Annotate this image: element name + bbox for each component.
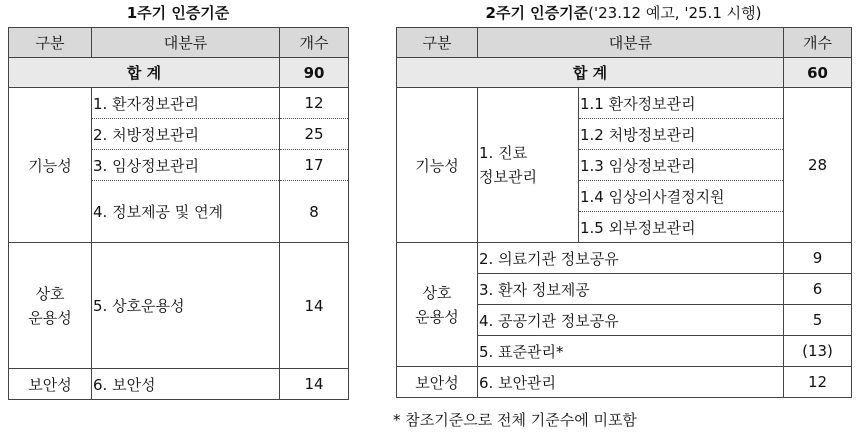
right-header-major: 대분류 <box>478 28 784 58</box>
left-table <box>8 27 349 400</box>
left-header-row <box>9 28 349 58</box>
right-interop-label: 상호 운용성 <box>397 243 478 367</box>
right-group1-name: 1. 진료 정보관리 <box>478 88 579 243</box>
right-sub-item: 1.5 외부정보관리 <box>579 212 784 243</box>
table-row <box>9 369 349 400</box>
table-row <box>397 88 852 119</box>
right-func-label: 기능성 <box>397 88 478 243</box>
right-sec-label: 보안성 <box>397 367 478 398</box>
left-row-name: 1. 환자정보관리 <box>92 88 280 119</box>
right-row-name: 5. 표준관리* <box>478 336 784 367</box>
left-func-label: 기능성 <box>9 88 92 243</box>
right-table-title <box>396 2 851 23</box>
left-total-label: 합 계 <box>9 58 280 88</box>
left-sec-label: 보안성 <box>9 369 92 400</box>
left-row-name: 3. 임상정보관리 <box>92 150 280 181</box>
left-header-major: 대분류 <box>92 28 280 58</box>
table-row <box>397 243 852 274</box>
right-row-count: 12 <box>784 367 852 398</box>
right-sub-item: 1.2 처방정보관리 <box>579 119 784 150</box>
table-row <box>9 243 349 369</box>
left-row-count: 17 <box>280 150 349 181</box>
right-row-name: 3. 환자 정보제공 <box>478 274 784 305</box>
right-title-sub: ('23.12 예고, '25.1 시행) <box>588 4 762 22</box>
left-row-name: 2. 처방정보관리 <box>92 119 280 150</box>
left-row-count: 25 <box>280 119 349 150</box>
right-header-count: 개수 <box>784 28 852 58</box>
right-row-count: 9 <box>784 243 852 274</box>
right-header-category: 구분 <box>397 28 478 58</box>
left-interop-label: 상호 운용성 <box>9 243 92 369</box>
right-row-name: 2. 의료기관 정보공유 <box>478 243 784 274</box>
right-total-row <box>397 58 852 88</box>
right-group1-count: 28 <box>784 88 852 243</box>
right-sub-item: 1.1 환자정보관리 <box>579 88 784 119</box>
table-row <box>397 367 852 398</box>
left-row-count: 12 <box>280 88 349 119</box>
left-header-category: 구분 <box>9 28 92 58</box>
left-total-value: 90 <box>280 58 349 88</box>
left-table-title: 1주기 인증기준 <box>126 4 230 22</box>
footnote: * 참조기준으로 전체 기준수에 미포함 <box>393 411 637 429</box>
right-sub-item: 1.4 임상의사결정지원 <box>579 181 784 212</box>
left-total-row <box>9 58 349 88</box>
left-header-count: 개수 <box>280 28 349 58</box>
left-row-count: 14 <box>280 243 349 369</box>
right-row-count: 6 <box>784 274 852 305</box>
right-title-main: 2주기 인증기준 <box>485 4 589 22</box>
right-table <box>396 27 852 398</box>
right-total-value: 60 <box>784 58 852 88</box>
left-row-name: 5. 상호운용성 <box>92 243 280 369</box>
right-header-row <box>397 28 852 58</box>
table-row <box>9 88 349 119</box>
right-sub-item: 1.3 임상정보관리 <box>579 150 784 181</box>
right-row-name: 6. 보안관리 <box>478 367 784 398</box>
left-row-name: 4. 정보제공 및 연계 <box>92 181 280 243</box>
left-row-count: 8 <box>280 181 349 243</box>
right-row-count: 5 <box>784 305 852 336</box>
left-row-name: 6. 보안성 <box>92 369 280 400</box>
right-row-name: 4. 공공기관 정보공유 <box>478 305 784 336</box>
right-row-count: (13) <box>784 336 852 367</box>
left-row-count: 14 <box>280 369 349 400</box>
right-total-label: 합 계 <box>397 58 784 88</box>
